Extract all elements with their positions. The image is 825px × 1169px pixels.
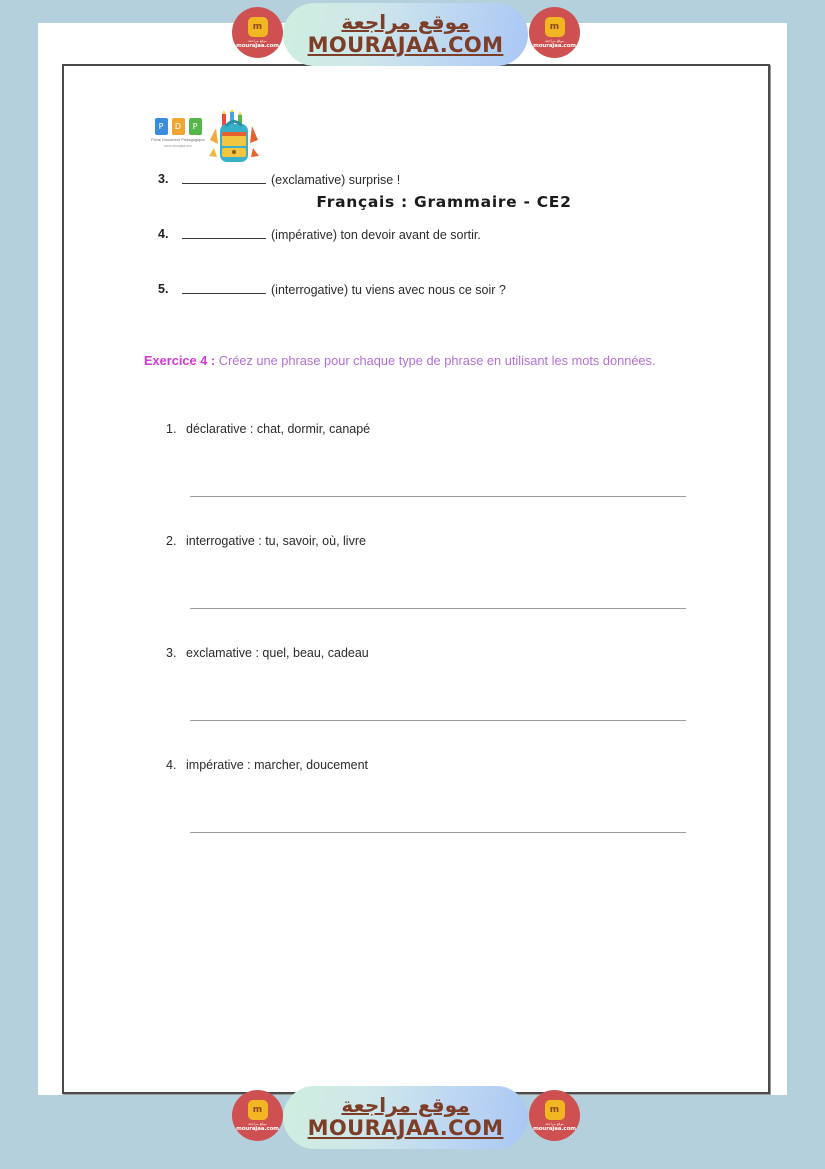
- item-number: 4.: [158, 227, 169, 241]
- item-number: 1.: [166, 422, 177, 436]
- mourajaa-badge-icon: [529, 1090, 580, 1141]
- badge-book-icon: m: [248, 17, 268, 37]
- item-body: [182, 227, 481, 242]
- watermark-arabic: موقع مراجعة: [341, 1092, 470, 1117]
- logo-blocks: [146, 118, 210, 135]
- badge-book-icon: m: [545, 17, 565, 37]
- mourajaa-badge-icon: [232, 1090, 283, 1141]
- logo-block-2: D: [172, 118, 185, 135]
- list-item: [62, 534, 770, 646]
- backpack-icon: [208, 110, 260, 171]
- answer-line[interactable]: [190, 608, 686, 609]
- item-number: 3.: [158, 172, 169, 186]
- watermark-site: MOURAJAA.COM: [307, 1115, 504, 1140]
- item-text: interrogative : tu, savoir, où, livre: [186, 534, 366, 548]
- badge-site-text: mourajaa.com: [533, 42, 576, 49]
- watermark-arabic: موقع مراجعة: [341, 9, 470, 34]
- badge-arabic-text: موقع مراجعة: [248, 1121, 267, 1126]
- badge-site-text: mourajaa.com: [533, 1125, 576, 1132]
- list-item: [62, 172, 770, 227]
- badge-site-text: mourajaa.com: [236, 42, 279, 49]
- badge-site-text: mourajaa.com: [236, 1125, 279, 1132]
- watermark-pill[interactable]: [283, 3, 528, 66]
- exercise-answer-list: [62, 422, 770, 870]
- item-text: déclarative : chat, dormir, canapé: [186, 422, 371, 436]
- answer-line[interactable]: [190, 832, 686, 833]
- item-text: exclamative : quel, beau, cadeau: [186, 646, 369, 660]
- answer-line[interactable]: [190, 496, 686, 497]
- publisher-logo-icon: [146, 118, 210, 158]
- badge-arabic-text: موقع مراجعة: [248, 38, 267, 43]
- page-title: Français : Grammaire - CE2: [316, 193, 572, 211]
- item-body: [182, 282, 506, 297]
- item-number: 5.: [158, 282, 169, 296]
- badge-book-icon: m: [248, 1100, 268, 1120]
- blank-input[interactable]: [182, 282, 266, 294]
- item-number: 3.: [166, 646, 177, 660]
- logo-caption-secondary: www.mourajaa.com: [164, 144, 192, 148]
- watermark-banner-bottom: [0, 1083, 825, 1153]
- exercise-label: Exercice 4 :: [144, 353, 216, 368]
- blank-input[interactable]: [182, 172, 266, 184]
- item-text: (interrogative) tu viens avec nous ce soir ?: [271, 283, 506, 297]
- worksheet-document: [62, 64, 770, 1094]
- list-item: [62, 227, 770, 282]
- mourajaa-badge-icon: [529, 7, 580, 58]
- watermark-banner-top: [0, 0, 825, 70]
- exercise-instruction: Créez une phrase pour chaque type de phrase en utilisant les mots données.: [215, 353, 656, 368]
- item-text: (exclamative) surprise !: [271, 173, 401, 187]
- list-item: [62, 758, 770, 870]
- watermark-site: MOURAJAA.COM: [307, 32, 504, 57]
- list-item: [62, 646, 770, 758]
- badge-book-icon: m: [545, 1100, 565, 1120]
- list-item: [62, 282, 770, 337]
- list-item: [62, 422, 770, 534]
- mourajaa-badge-icon: [232, 7, 283, 58]
- logo-caption: Fiche Document Pédagogique: [151, 138, 205, 142]
- badge-arabic-text: موقع مراجعة: [545, 1121, 564, 1126]
- blank-input[interactable]: [182, 227, 266, 239]
- item-text: impérative : marcher, doucement: [186, 758, 369, 772]
- badge-arabic-text: موقع مراجعة: [545, 38, 564, 43]
- item-body: [182, 172, 400, 187]
- item-text: (impérative) ton devoir avant de sortir.: [271, 228, 481, 242]
- logo-block-1: P: [155, 118, 168, 135]
- fill-in-blank-list: [62, 172, 770, 337]
- answer-line[interactable]: [190, 720, 686, 721]
- item-number: 2.: [166, 534, 177, 548]
- item-number: 4.: [166, 758, 177, 772]
- watermark-pill[interactable]: [283, 1086, 528, 1149]
- logo-block-3: P: [189, 118, 202, 135]
- exercise-heading: [144, 349, 664, 374]
